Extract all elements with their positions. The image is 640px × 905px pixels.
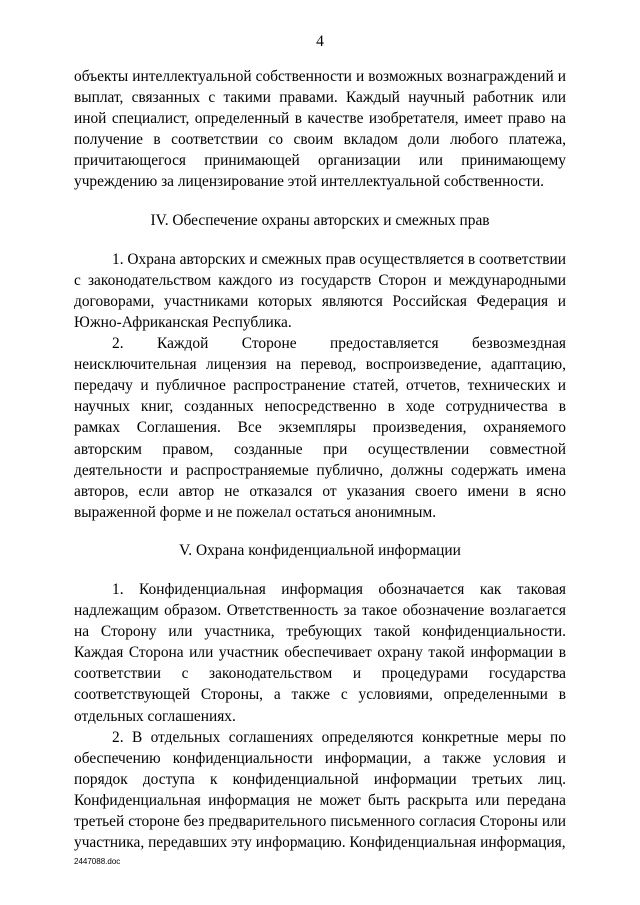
section-v-paragraph-1: 1. Конфиденциальная информация обозначается как таковая надлежащим образом. Ответственность за такое обозначение возлагается на Сторону или участника, требующих такой конфиденциальности. Каждая Сторона или участник обеспечивает охрану такой информации в соответствии с законодательством и процедурами государства соответствующей Стороны, а также с условиями, определенными в отдельных соглашениях. <box>74 580 566 725</box>
section-heading-iv: IV. Обеспечение охраны авторских и смежных прав <box>150 211 490 229</box>
section-iv-paragraph-2: 2. Каждой Стороне предоставляется безвозмездная неисключительная лицензия на перевод, воспроизведение, адаптацию, передачу и публичное распространение статей, отчетов, технических и научных книг, созданных непосредственно в ходе сотрудничества в рамках Соглашения. Все экземпляры произведения, охраняемого авторским правом, созданные при осуществлении совместной деятельности и распространяемые публично, должны содержать имена авторов, если автор не отказался от указания своего имени в ясно выраженной форме и не пожелал остаться анонимным. <box>74 335 566 521</box>
document-body <box>74 66 566 853</box>
page-number: 4 <box>316 33 324 50</box>
section-v-paragraph-2: 2. В отдельных соглашениях определяются конкретные меры по обеспечению конфиденциальности информации, а также условия и порядок доступа к конфиденциальной информации третьих лиц. Конфиденциальная информация не может быть раскрыта или передана третьей стороне без предварительного письменного согласия Стороны или участника, передавших эту информацию. Конфиденциальная информация, <box>74 728 566 852</box>
section-heading-v: V. Охрана конфиденциальной информации <box>179 541 461 559</box>
file-name-footer: 2447088.doc <box>74 857 121 866</box>
section-iv-paragraph-1: 1. Охрана авторских и смежных прав осуществляется в соответствии с законодательством каждого из государств Сторон и международными договорами, участниками которых являются Российская Федерация и Южно-Африканская Республика. <box>74 250 566 331</box>
paragraph-continuation: объекты интеллектуальной собственности и возможных вознаграждений и выплат, связанных с такими правами. Каждый научный работник или иной специалист, определенный в качестве изобретателя, имеет право на получение в соответствии со своим вкладом доли любого платежа, причитающегося принимающей организации или принимающему учреждению за лицензирование этой интеллектуальной собственности. <box>74 68 566 191</box>
